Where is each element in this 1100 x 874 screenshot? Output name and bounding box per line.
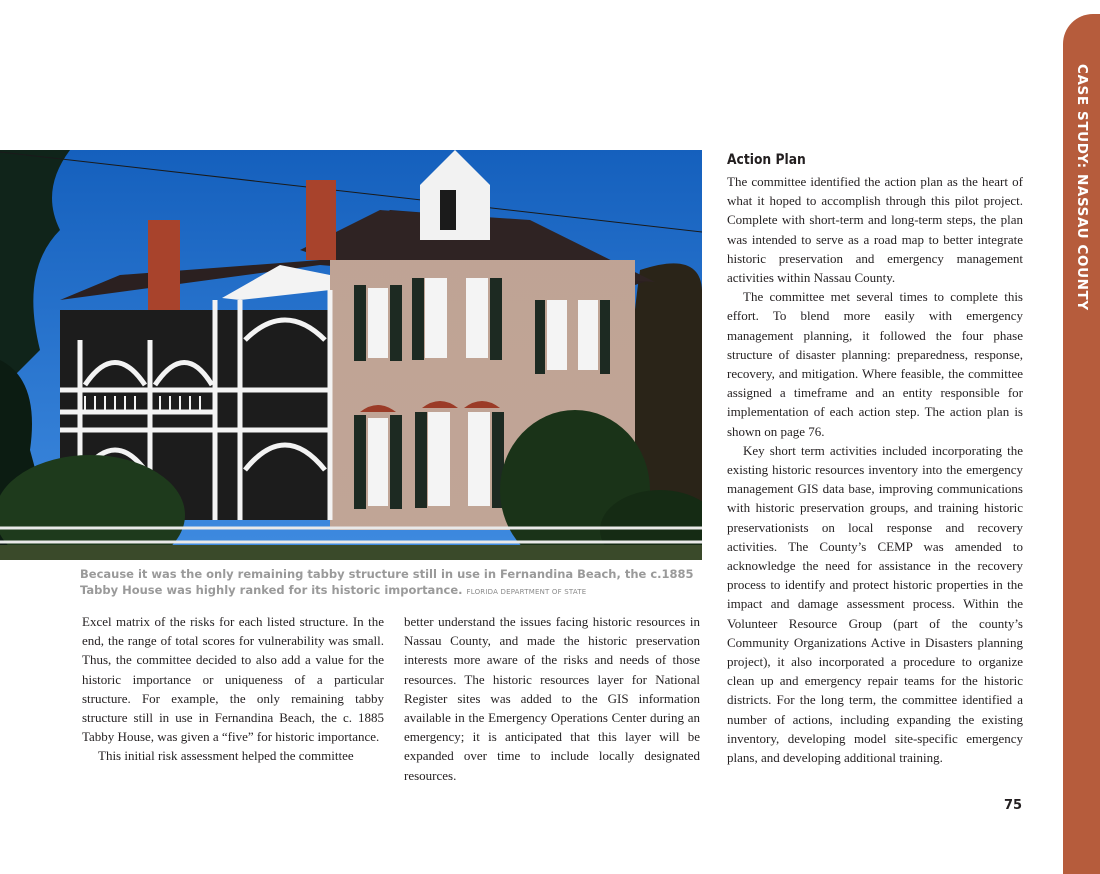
paragraph: The committee identified the action plan as the heart of what it hoped to accomplish through this pilot project. Complete with short-term and long-term steps, the plan was intended to serve as a road map to better integrate historic preservation and emergency management activities within Nassau County. — [727, 174, 1023, 286]
text-column-1 — [82, 612, 384, 766]
paragraph: The committee met several times to complete this effort. To blend more easily with emergency management planning, it followed the four phase structure of disaster planning: preparedness, response, recovery, and mitigation. Where feasible, the committee assigned a timeframe and an entity responsible for implementation of each action step. The action plan is shown on page 76. — [727, 289, 1023, 439]
paragraph: This initial risk assessment helped the committee — [98, 748, 354, 764]
tabby-house-photo — [0, 150, 702, 560]
photo-caption — [80, 566, 700, 600]
side-tab-label: CASE STUDY: NASSAU COUNTY — [1074, 64, 1090, 311]
text-column-3 — [727, 150, 1023, 767]
caption-text: Because it was the only remaining tabby structure still in use in Fernandina Beach, the c.1885 Tabby House was highly ranked for its historic importance. — [80, 567, 694, 597]
paragraph: Key short term activities included incorporating the existing historic resources inventory into the emergency management GIS data base, improving communications with historic preservation groups, and training historic preservationists on local response and recovery activities. The County’s CEMP was amended to acknowledge the need for assistance in the recovery process to identify and protect historic properties in the impact and damage assessment process. Within the Volunteer Resource Group (part of the county’s Community Organizations Active in Disasters planning project), it also incorporated a procedure to organize clean up and emergency repair teams for the historic districts. For the long term, the committee identified a number of actions, including expanding the existing inventory, developing model site-specific emergency plans, and developing additional training. — [727, 442, 1023, 766]
text-column-2 — [404, 612, 700, 785]
paragraph: better understand the issues facing historic resources in Nassau County, and made the historic preservation interests more aware of the risks and needs of those resources. The historic resources layer for National Register sites was added to the GIS information available in the Emergency Operations Center during an emergency; it is anticipated that this layer will be expanded over time to include locally designated resources. — [404, 614, 700, 783]
photo-credit: FLORIDA DEPARTMENT OF STATE — [466, 588, 587, 596]
section-heading: Action Plan — [727, 152, 806, 168]
paragraph: Excel matrix of the risks for each listed structure. In the end, the range of total scores for vulnerability was small. Thus, the committee decided to also add a value for the historic importance or uniqueness of a particular structure. For example, the only remaining tabby structure still in use in Fernandina Beach, the c. 1885 Tabby House, was given a “five” for historic importance. — [82, 614, 384, 745]
page-number: 75 — [1004, 798, 1023, 813]
